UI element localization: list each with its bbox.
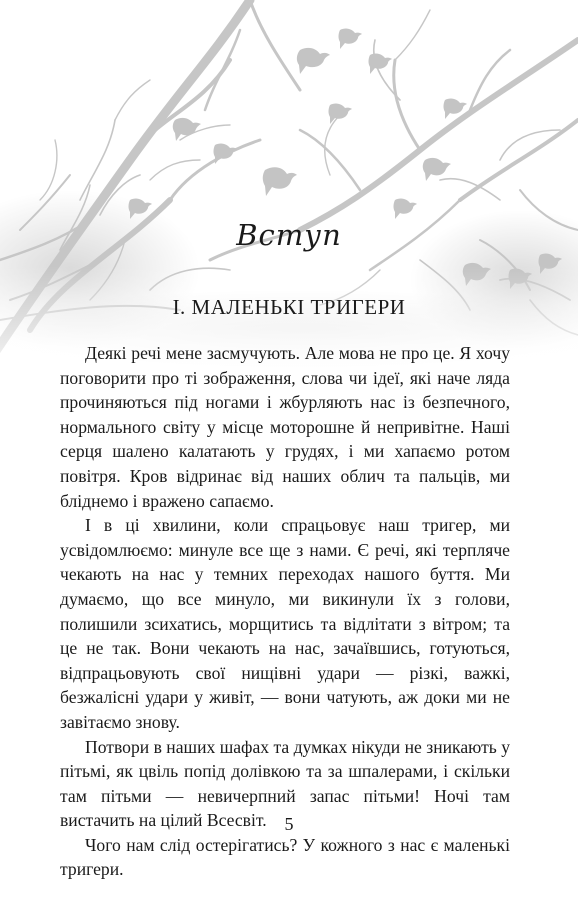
tree-branches-birds-illustration	[0, 0, 578, 380]
paragraph: Потвори в наших шафах та думках нікуди не зникають у пітьмі, як цвіль попід долівкою та за шпалерами, і скільки там пітьми — невичерпний запас пітьми! Ночі там вистачить на цілий Всесвіт.	[60, 736, 510, 831]
section-title: I. МАЛЕНЬКІ ТРИГЕРИ	[172, 295, 406, 319]
paragraph: І в ці хвилини, коли спрацьовує наш тригер, ми усвідомлюємо: минуле все ще з нами. Є речі, які терпляче чекають на нас у темних переходах нашого буття. Ми думаємо, що все минуло, ми викинули їх з голови, полишили зсихатись, морщитись та відлітати з вітром; та це не так. Вони чекають на нас, зачаївшись, готуються, відпрацьовують свої нищівні удари — різкі, важкі, безжалісні удари у живіт, — вони чатують, аж доки ми не завітаємо знову.	[60, 515, 510, 732]
paragraph: Чого нам слід остерігатись? У кожного з нас є маленькі тригери.	[60, 834, 510, 880]
chapter-title: Вступ	[236, 218, 342, 252]
page-number: 5	[284, 814, 294, 834]
body-text	[60, 341, 510, 882]
paragraph: Деякі речі мене засмучують. Але мова не про це. Я хочу поговорити про ті зображення, слова чи ідеї, які наче ляда прочиняються під ногами і жбурляють нас із безпечного, нормального світу у місце моторошне й непривітне. Наші серця шалено калатають у грудях, і ми хапаємо ротом повітря. Кров відринає від наших облич та пальців, ми бліднемо і вражено сапаємо.	[60, 343, 510, 511]
